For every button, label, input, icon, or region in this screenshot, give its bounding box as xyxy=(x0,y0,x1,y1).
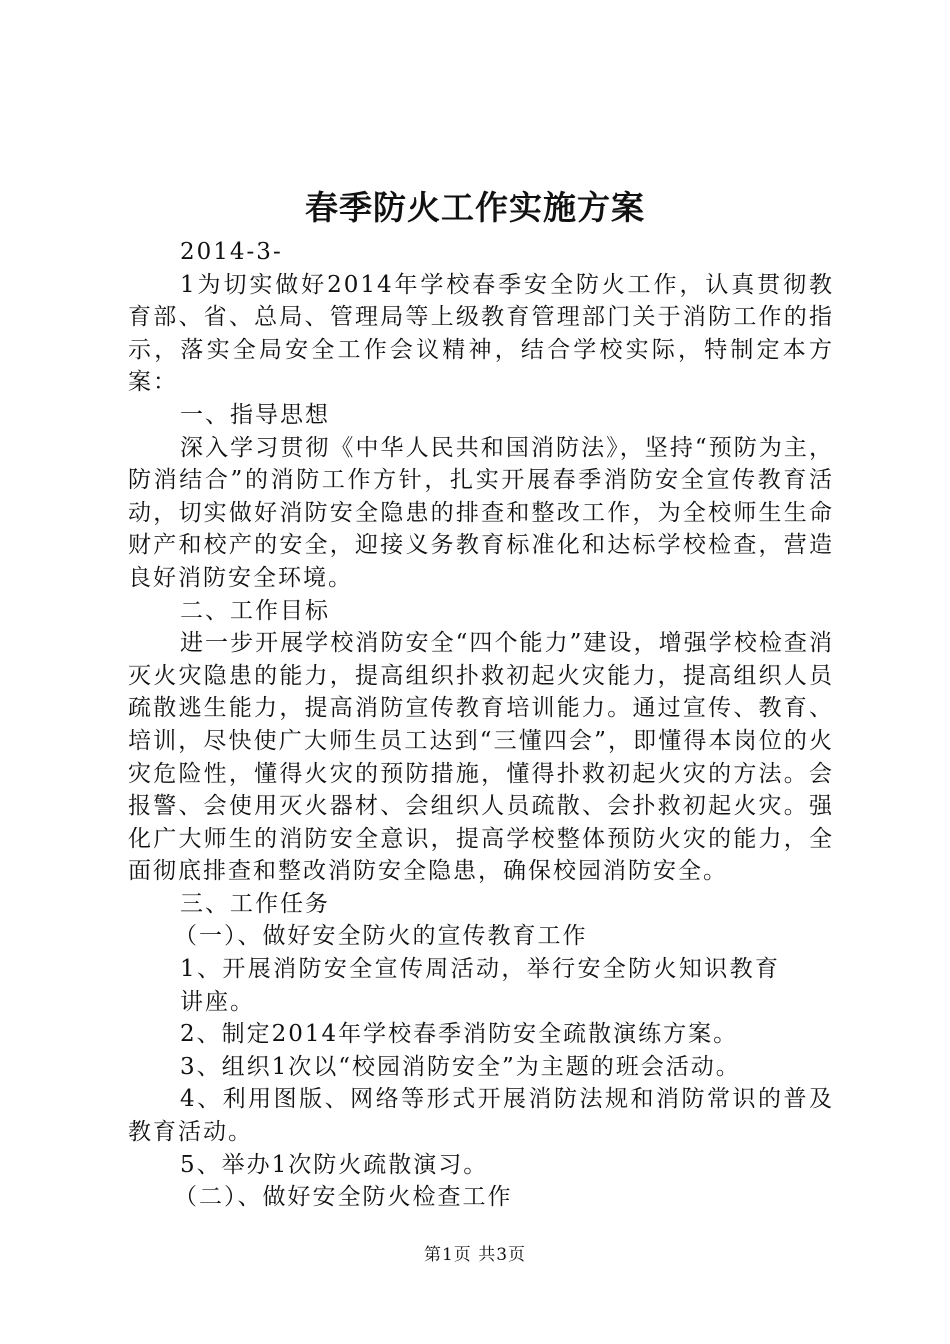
task-item-2: 2、制定2014年学校春季消防安全疏散演练方案。 xyxy=(180,1021,739,1048)
task-item-5: 5、举办1次防火疏散演习。 xyxy=(180,1151,489,1178)
task-item-3: 3、组织1次以“校园消防安全”为主题的班会活动。 xyxy=(180,1053,741,1080)
task-item-4: 4、利用图版、网络等形式开展消防法规和消防常识的普及教育活动。 xyxy=(128,1086,834,1146)
document-body xyxy=(128,236,834,1214)
page-footer: 第1页 共3页 xyxy=(423,1245,527,1265)
section-paragraph-work-goals: 进一步开展学校消防安全“四个能力”建设，增强学校检查消灭火灾隐患的能力，提高组织扑救初起火灾能力，提高组织人员疏散逃生能力，提高消防宣传教育培训能力。通过宣传、教育、培训，尽快使广大师生员工达到“三懂四会”，即懂得本岗位的火灾危险性，懂得火灾的预防措施，懂得扑救初起火灾的方法。会报警、会使用灭火器材、会组织人员疏散、会扑救初起火灾。强化广大师生的消防安全意识，提高学校整体预防火灾的能力，全面彻底排查和整改消防安全隐患，确保校园消防安全。 xyxy=(128,630,834,885)
section-heading-work-goals: 二、工作目标 xyxy=(180,597,330,624)
subsection-heading-inspection: （二）、做好安全防火检查工作 xyxy=(174,1184,513,1211)
subsection-heading-publicity: （一）、做好安全防火的宣传教育工作 xyxy=(174,923,588,950)
section-paragraph-guiding-ideology: 深入学习贯彻《中华人民共和国消防法》，坚持“预防为主，防消结合”的消防工作方针，扎实开展春季消防安全宣传教育活动，切实做好消防安全隐患的排查和整改工作，为全校师生生命财产和校产的安全，迎接义务教育标准化和达标学校检查，营造良好消防安全环境。 xyxy=(128,434,834,591)
task-item-1: 1、开展消防安全宣传周活动，举行安全防火知识教育讲座。 xyxy=(180,956,780,1015)
document-title: 春季防火工作实施方案 xyxy=(305,188,645,227)
section-heading-work-tasks: 三、工作任务 xyxy=(180,890,330,917)
section-heading-guiding-ideology: 一、指导思想 xyxy=(180,401,330,428)
document-date: 2014-3- xyxy=(180,239,283,265)
intro-paragraph: 1为切实做好2014年学校春季安全防火工作，认真贯彻教育部、省、总局、管理局等上级教育管理部门关于消防工作的指示，落实全局安全工作会议精神，结合学校实际，特制定本方案： xyxy=(128,271,834,396)
